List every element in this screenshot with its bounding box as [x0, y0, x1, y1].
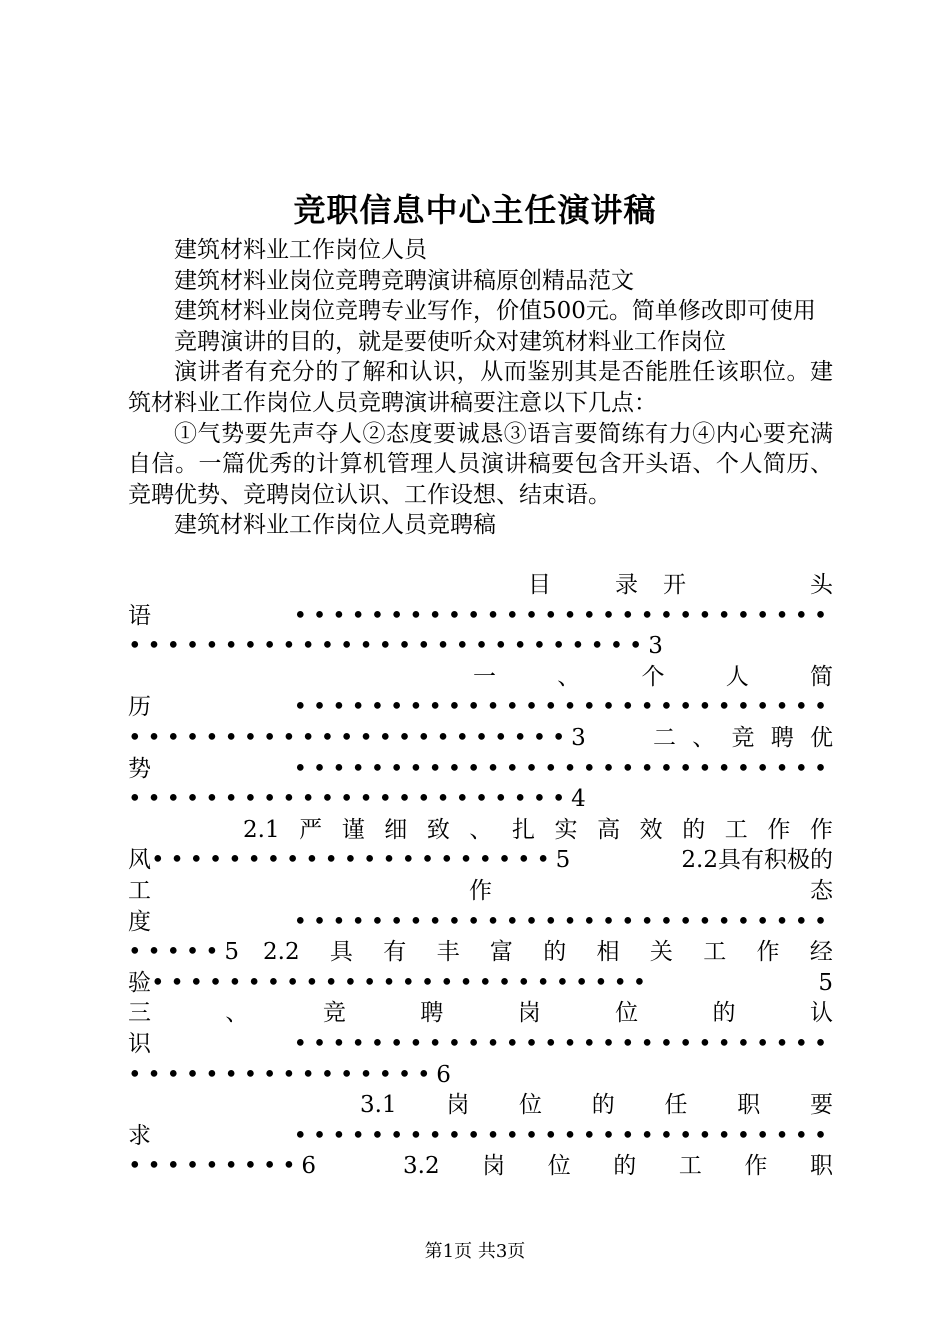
toc-char: 有 [383, 939, 407, 966]
toc-char: 3.2 [403, 1153, 440, 1180]
toc-page-number: 6 [436, 1061, 451, 1088]
toc-char: 的 [712, 1000, 736, 1027]
toc-entry[interactable] [128, 845, 833, 876]
toc-char: 丰 [436, 939, 460, 966]
toc-char: 岗 [517, 1000, 541, 1027]
toc-char: 竞 [731, 724, 755, 751]
toc-entry[interactable] [128, 1029, 833, 1060]
toc-page-number: 5 [224, 939, 239, 966]
toc-char: 作 [756, 939, 780, 966]
toc-entry[interactable] [128, 601, 833, 632]
toc-char: 经 [809, 939, 833, 966]
toc-char: 的 [682, 816, 706, 843]
toc-page-number: 3 [571, 724, 586, 751]
toc-entry[interactable] [128, 968, 833, 999]
toc-char: 开 [663, 572, 686, 598]
toc-entry[interactable] [128, 692, 833, 723]
toc-char: 头 [810, 572, 833, 598]
toc-char: 位 [615, 1000, 639, 1027]
toc-leader: ••••••••••••••••••••• [151, 847, 556, 874]
toc-page-number: 4 [571, 786, 586, 813]
toc-page-number: 3 [648, 633, 663, 660]
toc-leader: •••••••••••••••••••••••••••• [293, 908, 833, 935]
toc-entry-label-part [263, 937, 833, 968]
toc-page-number: 5 [555, 847, 571, 874]
toc-char: 3.1 [360, 1092, 397, 1119]
toc-char: 作 [767, 816, 791, 843]
toc-char: 作 [809, 816, 833, 843]
toc-char: 实 [554, 816, 578, 843]
toc-entry-label-part [473, 662, 833, 693]
toc-entry-label-part [403, 1151, 833, 1182]
toc-char: 严 [299, 816, 323, 843]
toc-entry-label-part: 工 [128, 877, 151, 904]
toc-entry[interactable] [128, 1151, 833, 1182]
paragraph: 建筑材料业岗位竞聘专业写作，价值500元。简单修改即可使用 [174, 298, 816, 325]
toc-char: 谨 [341, 816, 365, 843]
toc-entry-label-part: 语 [128, 602, 151, 629]
toc-char: 一 [473, 663, 496, 690]
toc-char: 二 [653, 724, 676, 751]
page-title: 竞职信息中心主任演讲稿 [293, 191, 657, 229]
table-of-contents [128, 570, 833, 1182]
toc-char: 人 [725, 663, 749, 690]
toc-entry-label-part: 度 [128, 908, 151, 935]
toc-char: 、 [225, 1000, 249, 1027]
toc-leader: •••••••••••••••• [128, 1061, 437, 1088]
toc-char: 聘 [770, 724, 794, 751]
toc-char: 具 [329, 939, 353, 966]
toc-char: 富 [489, 939, 513, 966]
toc-entry-label-part [663, 570, 833, 601]
toc-leader: ••••••••••••••••••••••• [128, 724, 572, 751]
toc-char: 细 [384, 816, 408, 843]
toc-char: 工 [703, 939, 727, 966]
toc-leader: ••••••••••••••••••••••• [128, 786, 572, 813]
toc-entry-label-part: 作 [469, 877, 492, 904]
toc-leader: •••••••••••••••••••••••••• [151, 969, 652, 996]
toc-entry[interactable] [128, 784, 833, 815]
toc-char: 2.1 [243, 816, 280, 843]
toc-char: 工 [724, 816, 748, 843]
toc-leader: •••••••••••••••••••••••••••• [293, 694, 833, 721]
paragraph: 建筑材料业工作岗位人员竞聘稿 [174, 512, 496, 539]
toc-page-number: 6 [301, 1153, 317, 1180]
toc-entry-label-part: 识 [128, 1030, 151, 1057]
toc-heading: 目 录 [528, 572, 638, 598]
toc-char: 、 [692, 724, 716, 751]
toc-char: 位 [547, 1153, 571, 1180]
toc-char: 职 [809, 1153, 833, 1180]
toc-entry-label-part: 历 [128, 694, 151, 721]
toc-char: 聘 [420, 1000, 444, 1027]
toc-char: 、 [557, 663, 581, 690]
toc-char: 效 [639, 816, 663, 843]
toc-entry-label-part [243, 815, 833, 846]
toc-entry[interactable] [128, 631, 833, 662]
toc-char: 任 [664, 1092, 688, 1119]
toc-entry[interactable] [128, 754, 833, 785]
toc-char: 个 [641, 663, 665, 690]
toc-heading-line [128, 570, 833, 601]
toc-char: 的 [543, 939, 567, 966]
toc-entry[interactable] [128, 815, 833, 846]
toc-entry-label-part [128, 998, 833, 1029]
toc-char: 、 [469, 816, 493, 843]
toc-leader: ••••• [128, 939, 225, 966]
toc-char: 岗 [482, 1153, 506, 1180]
toc-entry-label-part: 态 [810, 877, 833, 904]
paragraph: 建筑材料业岗位竞聘竞聘演讲稿原创精品范文 [174, 267, 634, 294]
toc-entry-label-part: 2.2具有积极的 [681, 847, 833, 874]
toc-entry[interactable] [128, 662, 833, 693]
toc-char: 2.2 [263, 939, 300, 966]
toc-char: 关 [649, 939, 673, 966]
paragraph: 建筑材料业工作岗位人员 [174, 237, 427, 263]
toc-entry[interactable] [128, 937, 833, 968]
toc-entry-label-part [360, 1090, 833, 1121]
toc-entry[interactable] [128, 1090, 833, 1121]
toc-char: 认 [809, 1000, 833, 1027]
toc-char: 扎 [511, 816, 535, 843]
toc-entry-label-part: 势 [128, 755, 151, 782]
toc-entry-label-part: 风 [128, 847, 151, 874]
toc-char: 岗 [446, 1092, 470, 1119]
toc-char: 职 [737, 1092, 761, 1119]
toc-entry-label-part: 验 [128, 969, 151, 996]
toc-char: 作 [744, 1153, 768, 1180]
toc-leader: ••••••••••••••••••••••••••• [128, 633, 649, 660]
paragraph: 演讲者有充分的了解和认识，从而鉴别其是否能胜任该职位。建筑材料业工作岗位人员竞聘演讲稿要注意以下几点： [128, 359, 833, 416]
toc-char: 工 [678, 1153, 702, 1180]
toc-leader: •••••••••••••••••••••••••••• [293, 1030, 833, 1057]
toc-leader: •••••••••••••••••••••••••••• [293, 602, 833, 629]
toc-entry[interactable] [128, 1121, 833, 1152]
toc-char: 位 [519, 1092, 543, 1119]
toc-char: 要 [809, 1092, 833, 1119]
toc-char: 相 [596, 939, 620, 966]
toc-char: 竞 [322, 1000, 346, 1027]
toc-char: 的 [591, 1092, 615, 1119]
paragraph: ①气势要先声夺人②态度要诚恳③语言要简练有力④内心要充满自信。一篇优秀的计算机管理人员演讲稿要包含开头语、个人简历、竞聘优势、竞聘岗位认识、工作设想、结束语。 [128, 420, 833, 508]
toc-char: 三 [128, 1000, 151, 1027]
toc-entry[interactable] [128, 1060, 833, 1091]
toc-leader: ••••••••• [128, 1153, 302, 1180]
page-footer: 第1页 共3页 [424, 1241, 526, 1262]
toc-entry-label-part [653, 723, 833, 754]
toc-entry[interactable] [128, 876, 833, 907]
toc-char: 优 [810, 724, 833, 751]
body-text [128, 235, 833, 541]
toc-entry-label-part: 求 [128, 1122, 151, 1149]
toc-entry[interactable] [128, 723, 833, 754]
paragraph: 竞聘演讲的目的，就是要使听众对建筑材料业工作岗位 [174, 328, 726, 355]
toc-entry[interactable] [128, 907, 833, 938]
toc-char: 的 [613, 1153, 637, 1180]
toc-char: 致 [426, 816, 450, 843]
toc-char: 高 [597, 816, 621, 843]
toc-entry[interactable] [128, 998, 833, 1029]
toc-leader: •••••••••••••••••••••••••••• [293, 1122, 833, 1149]
toc-char: 简 [810, 663, 833, 690]
toc-leader: •••••••••••••••••••••••••••• [293, 755, 833, 782]
toc-page-number: 5 [818, 969, 833, 996]
